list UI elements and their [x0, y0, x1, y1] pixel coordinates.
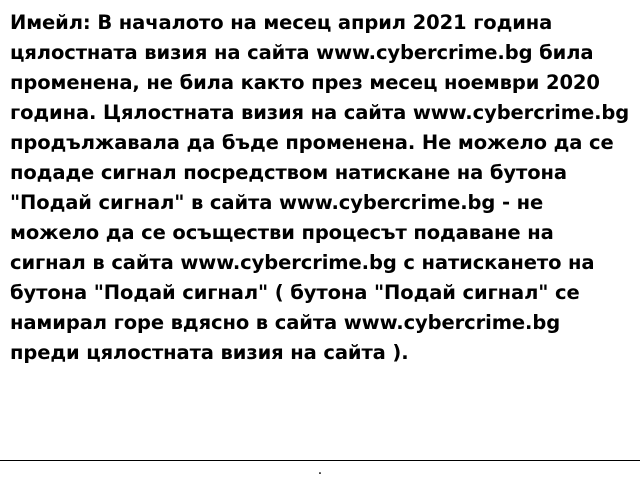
- footer-divider: [0, 460, 640, 461]
- footer-mark: .: [317, 462, 323, 478]
- document-body-text: Имейл: В началото на месец април 2021 година цялостната визия на сайта www.cybercrime.bg била променена, не била както през месец ноември 2020 година. Цялостната визия на сайта www.cybercrime.bg продължавала да бъде променена. Не можело да се подаде сигнал посредством натискане на бутона "Подай сигнал" в сайта www.cybercrime.bg - не можело да се осъществи процесът подаване на сигнал в сайта www.cybercrime.bg с натискането на бутона "Подай сигнал" ( бутона "Подай сигнал" се намирал горе вдясно в сайта www.cybercrime.bg преди цялостната визия на сайта ).: [10, 11, 636, 364]
